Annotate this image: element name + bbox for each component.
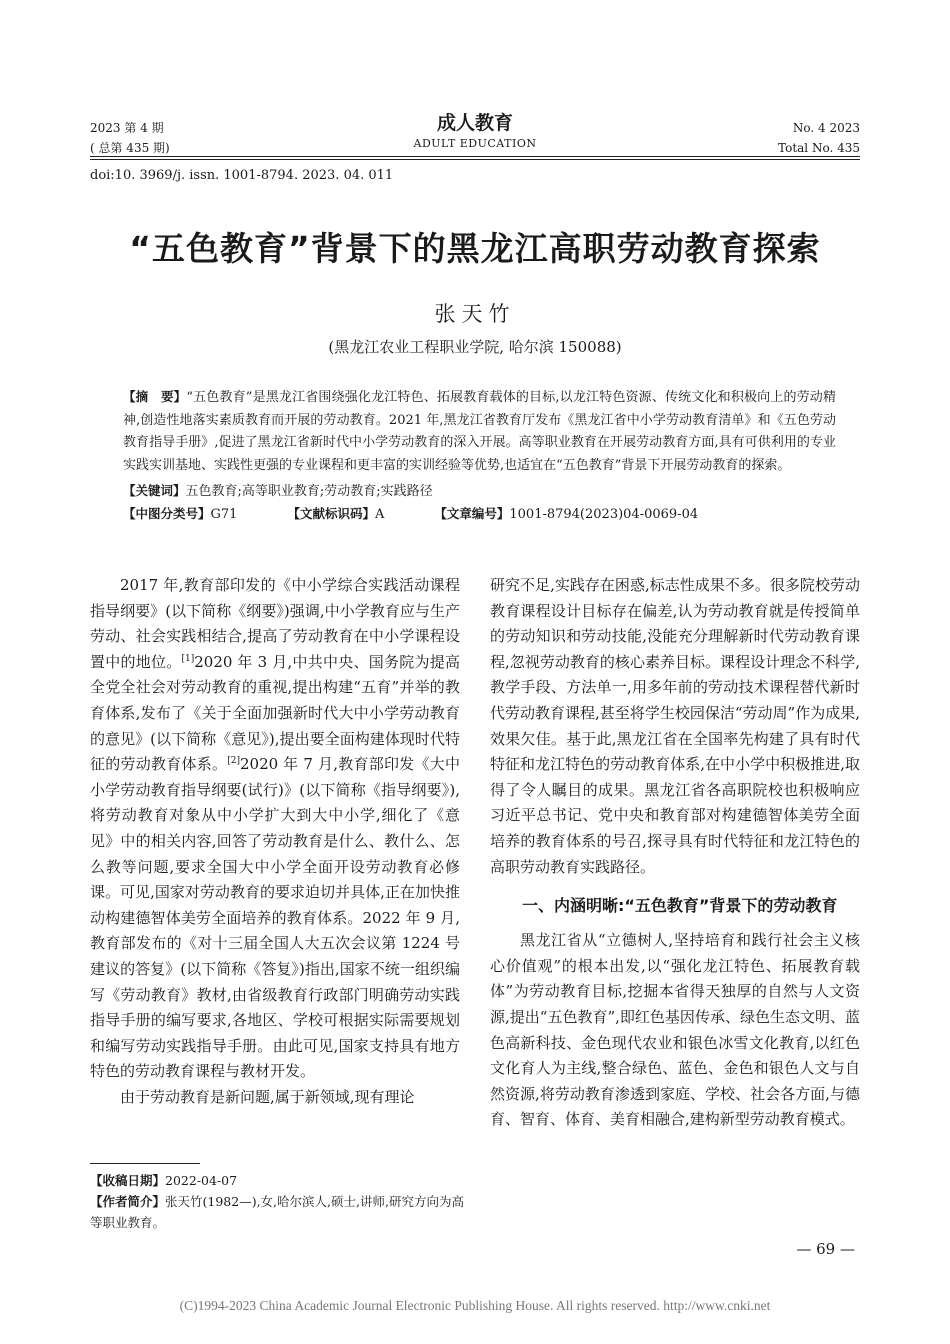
paragraph-text: 2020 年 3 月,中共中央、国务院为提高全党全社会对劳动教育的重视,提出构建“五育”并举的教育体系,发布了《关于全面加强新时代大中小学劳动教育的意见》(以下简称《意见》),提出要全面构建体现时代特征的劳动教育体系。 xyxy=(90,652,460,774)
clc-label: 【中图分类号】 xyxy=(123,506,211,521)
body-paragraph: 研究不足,实践存在困惑,标志性成果不多。很多院校劳动教育课程设计目标存在偏差,认为劳动教育就是传授简单的劳动知识和劳动技能,没能充分理解新时代劳动教育课程,忽视劳动教育的核心素养目标。课程设计理念不科学,教学手段、方法单一,用多年前的劳动技术课程替代新时代劳动教育课程,甚至将学生校园保洁“劳动周”作为成果,效果欠佳。基于此,黑龙江省在全国率先构建了具有时代特征和龙江特色的劳动教育体系,在中小学中积极推进,取得了令人瞩目的成果。黑龙江省各高职院校也积极响应习近平总书记、党中央和教育部对构建德智体美劳全面培养的教育体系的号召,探寻具有时代特征和龙江特色的高职劳动教育实践路径。 xyxy=(490,576,860,876)
author-bio xyxy=(90,1191,470,1233)
issue-number-cn: 2023 第 4 期 xyxy=(90,121,164,135)
body-paragraph: 由于劳动教育是新问题,属于新领域,现有理论 xyxy=(120,1087,415,1106)
journal-title-cn: 成人教育 xyxy=(436,112,513,134)
keywords-label: 【关键词】 xyxy=(123,483,186,498)
journal-title-en: ADULT EDUCATION xyxy=(413,137,537,150)
total-issue-cn: ( 总第 435 期) xyxy=(90,141,170,155)
body-column-right xyxy=(490,573,860,1133)
footnote-rule xyxy=(90,1163,200,1164)
page-number: — 69 — xyxy=(796,1240,855,1258)
author-affiliation: (黑龙江农业工程职业学院, 哈尔滨 150088) xyxy=(328,338,622,356)
article-no-label: 【文章编号】 xyxy=(434,506,510,521)
doc-code: A xyxy=(374,507,385,522)
received-date xyxy=(90,1170,470,1191)
issue-number-en: No. 4 2023 xyxy=(792,121,860,135)
citation-ref[interactable]: [2] xyxy=(227,756,240,767)
classification-line xyxy=(123,503,836,526)
received-value: 2022-04-07 xyxy=(165,1173,238,1188)
copyright-watermark: (C)1994-2023 China Academic Journal Electronic Publishing House. All rights reserved. http://www.cnki.net xyxy=(179,1298,771,1313)
paragraph-text: 2017 年,教育部印发的《中小学综合实践活动课程指导纲要》(以下简称《纲要》)强调,中小学教育应与生产劳动、社会实践相结合,提高了劳动教育在中小学课程设置中的地位。 xyxy=(90,576,460,671)
issue-info-right xyxy=(778,118,860,158)
bio-label: 【作者简介】 xyxy=(90,1194,166,1209)
abstract-label: 【摘 要】 xyxy=(123,389,187,404)
clc-code: G71 xyxy=(210,507,238,522)
abstract-block xyxy=(123,386,836,526)
abstract xyxy=(123,386,836,477)
article-no: 1001-8794(2023)04-0069-04 xyxy=(509,507,699,522)
bio-value: 张天竹(1982—),女,哈尔滨人,硕士,讲师,研究方向为高等职业教育。 xyxy=(90,1194,464,1230)
doi[interactable]: doi:10. 3969/j. issn. 1001-8794. 2023. 04. 011 xyxy=(90,168,394,183)
footnotes xyxy=(90,1170,470,1233)
section-heading: 一、内涵明晰:“五色教育”背景下的劳动教育 xyxy=(522,896,838,916)
citation-ref[interactable]: [1] xyxy=(181,653,195,664)
header-rule-bottom xyxy=(90,159,860,160)
body-paragraph: 黑龙江省从“立德树人,坚持培育和践行社会主义核心价值观”的根本出发,以“强化龙江特色、拓展教育载体”为劳动教育目标,挖掘本省得天独厚的自然与人文资源,提出“五色教育”,即红色基因传承、绿色生态文明、蓝色高新科技、金色现代农业和银色冰雪文化教育,以红色文化育人为主线,整合绿色、蓝色、金色和银色人文与自然资源,将劳动教育渗透到家庭、学校、社会各方面,与德育、智育、体育、美育相融合,建构新型劳动教育模式。 xyxy=(490,931,860,1129)
article-title: “五色教育”背景下的黑龙江高职劳动教育探索 xyxy=(129,229,821,268)
body-paragraph xyxy=(90,573,460,1085)
header-rule-top xyxy=(90,156,860,157)
keywords-line xyxy=(123,480,836,503)
abstract-text: “五色教育”是黑龙江省围绕强化龙江特色、拓展教育载体的目标,以龙江特色资源、传统文化和积极向上的劳动精神,创造性地落实素质教育而开展的劳动教育。2021 年,黑龙江省教育厅发布《黑龙江省中小学劳动教育清单》和《五色劳动教育指导手册》,促进了黑龙江省新时代中小学劳动教育的深入开展。高等职业教育在开展劳动教育方面,具有可供利用的专业实践实训基地、实践性更强的专业课程和更丰富的实训经验等优势,也适宜在“五色教育”背景下开展劳动教育的探索。 xyxy=(123,390,836,473)
keywords: 五色教育;高等职业教育;劳动教育;实践路径 xyxy=(185,484,433,499)
received-label: 【收稿日期】 xyxy=(90,1173,166,1188)
paragraph-text: 2020 年 7 月,教育部印发《大中小学劳动教育指导纲要(试行)》(以下简称《指导纲要》),将劳动教育对象从中小学扩大到大中小学,细化了《意见》中的相关内容,回答了劳动教育是什么、教什么、怎么教等问题,要求全国大中小学全面开设劳动教育必修课。可见,国家对劳动教育的要求迫切并具体,正在加快推动构建德智体美劳全面培养的教育体系。2022 年 9 月,教育部发布的《对十三届全国人大五次会议第 1224 号建议的答复》(以下简称《答复》)指出,国家不统一组织编写《劳动教育》教材,由省级教育行政部门明确劳动实践指导手册的编写要求,各地区、学校可根据实际需要规划和编写劳动实践指导手册。由此可见,国家支持具有地方特色的劳动教育课程与教材开发。 xyxy=(90,755,460,1081)
author-name: 张天竹 xyxy=(434,302,516,326)
total-issue-en: Total No. 435 xyxy=(778,141,860,155)
doc-code-label: 【文献标识码】 xyxy=(287,506,375,521)
body-column-left xyxy=(90,573,460,1110)
